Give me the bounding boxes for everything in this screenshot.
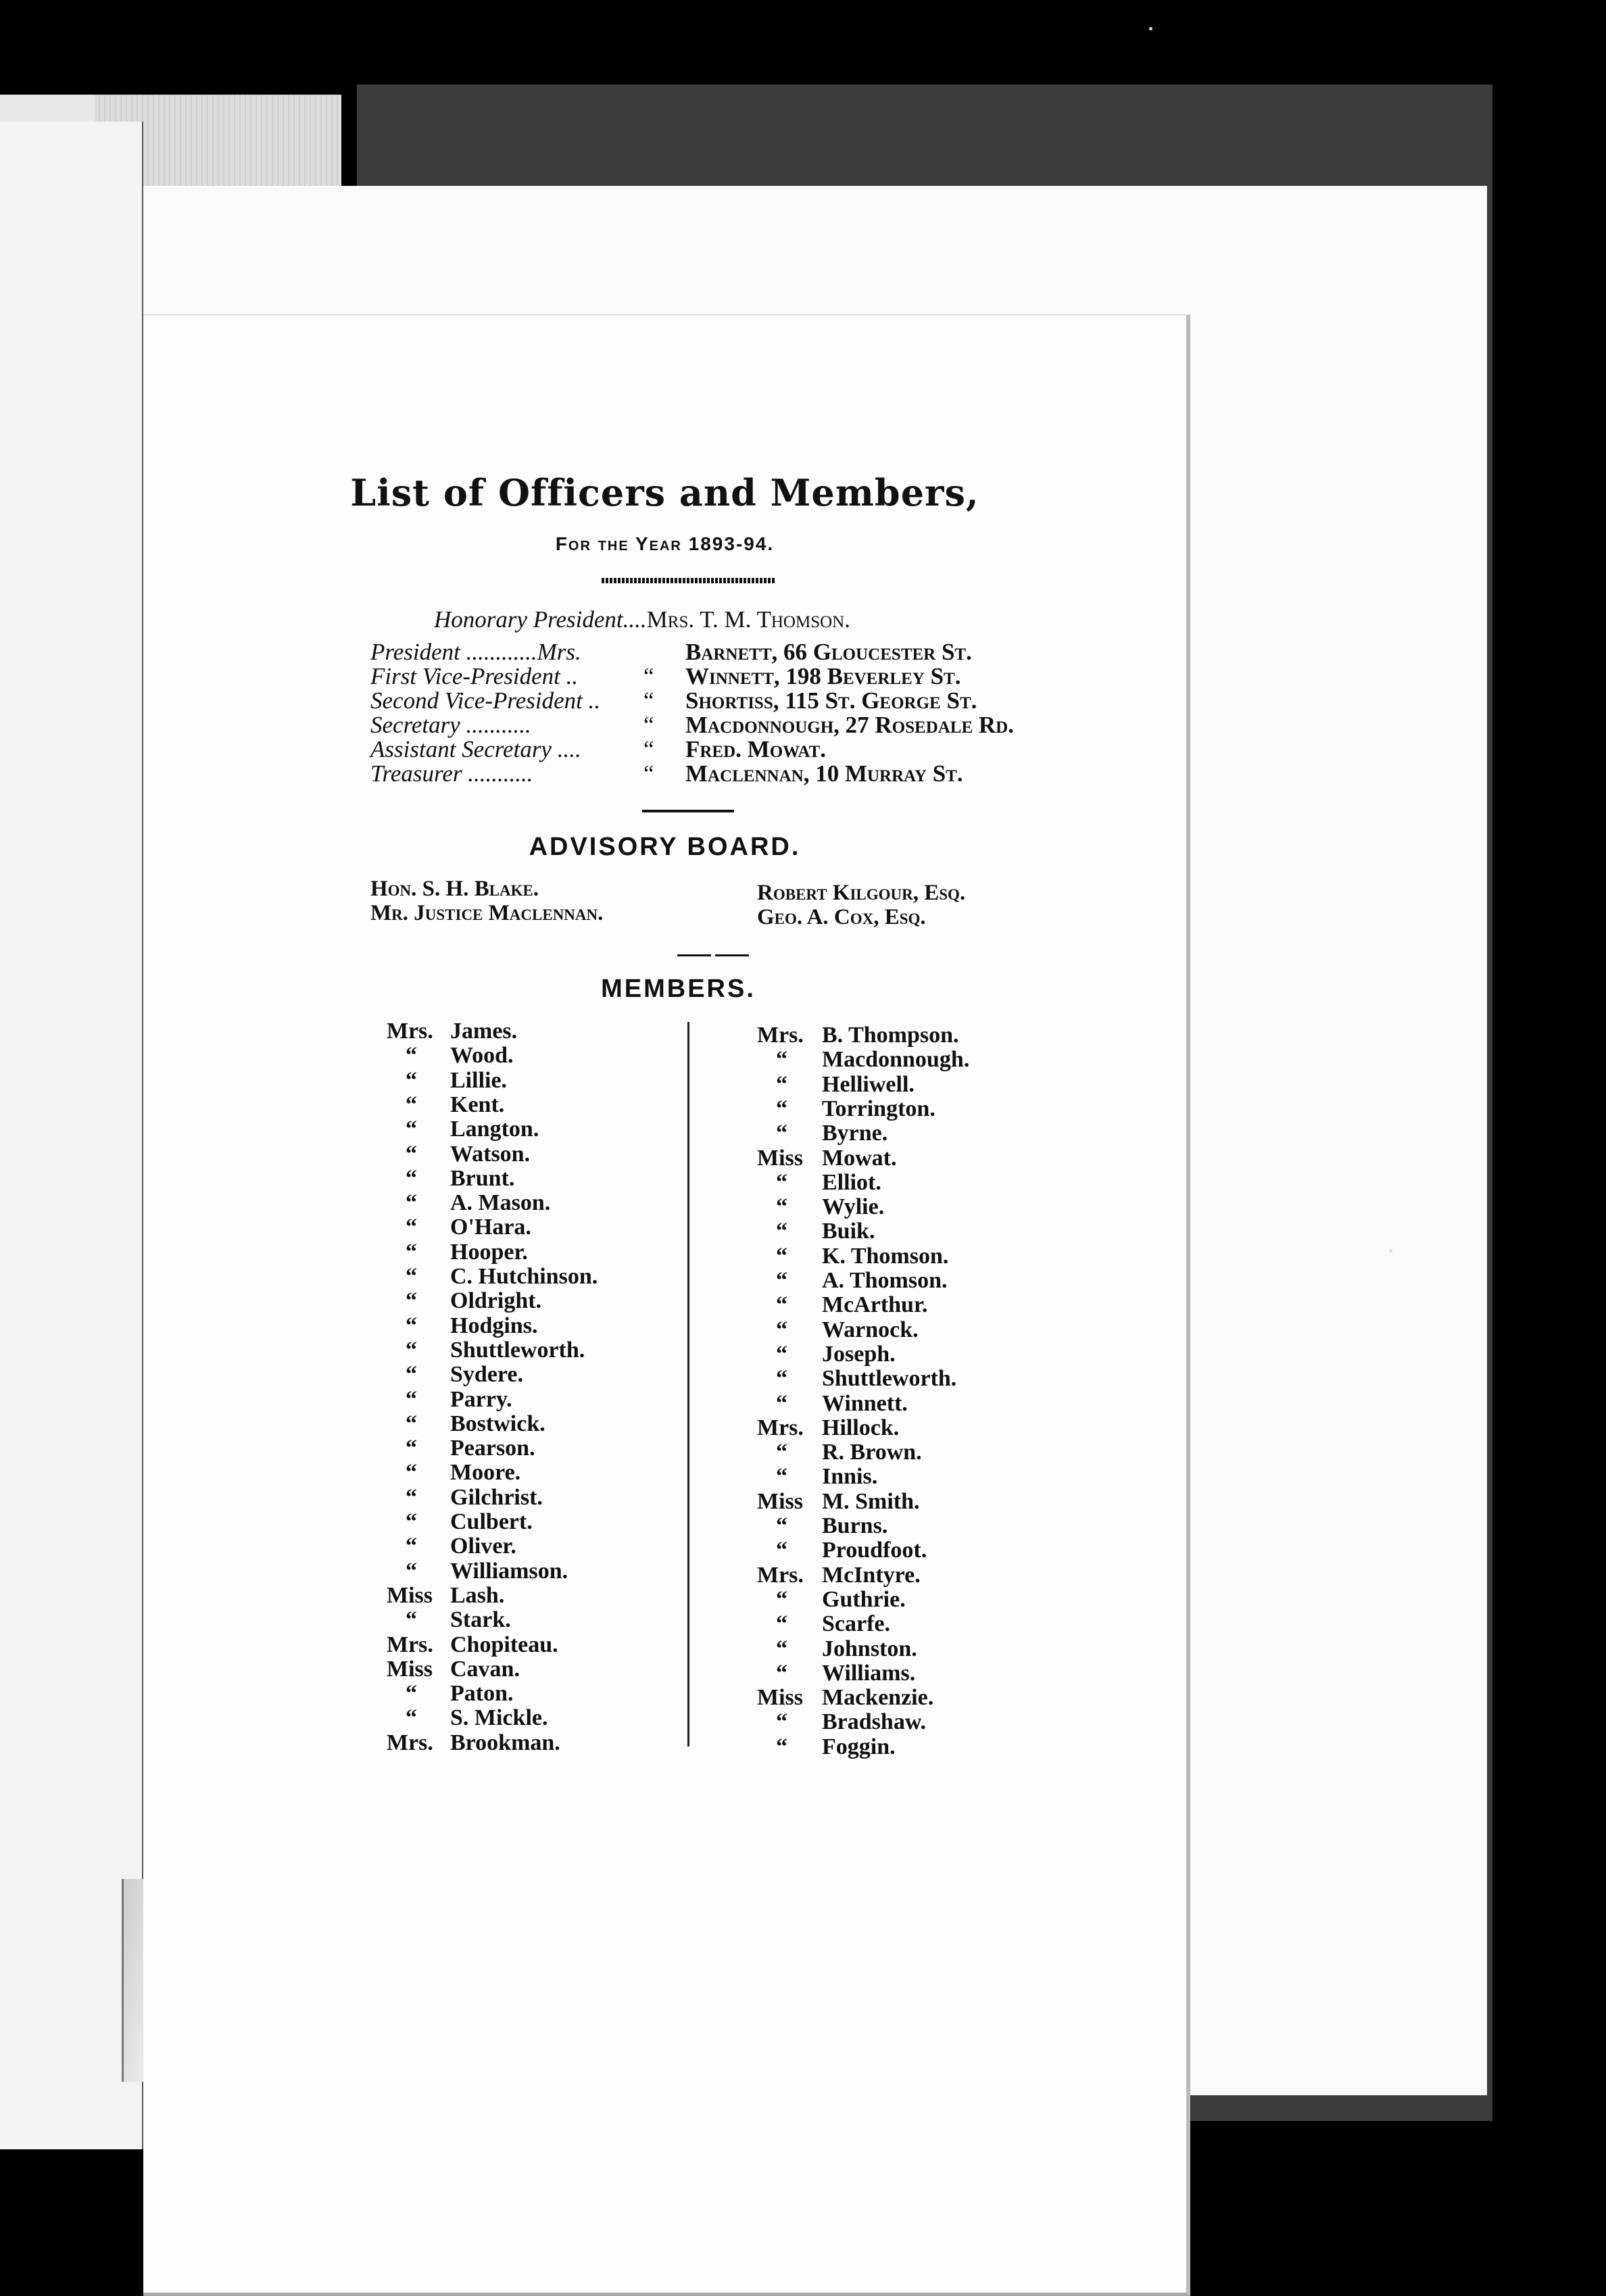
- officer-role: President ............Mrs.: [370, 639, 581, 665]
- member-name: Gilchrist.: [450, 1484, 543, 1510]
- officer-name: Winnett, 198 Beverley St.: [685, 663, 961, 689]
- member-prefix: “: [406, 1092, 417, 1117]
- member-prefix: “: [406, 1411, 417, 1436]
- member-prefix: Miss: [387, 1656, 433, 1682]
- member-name: Moore.: [450, 1460, 521, 1486]
- member-name: Langton.: [450, 1117, 539, 1142]
- member-name: Guthrie.: [822, 1586, 906, 1612]
- ditto-mark: “: [643, 736, 654, 762]
- member-name: M. Smith.: [822, 1488, 920, 1514]
- advisory-member: Mr. Justice Maclennan.: [370, 901, 604, 925]
- page-content: [143, 316, 1186, 2293]
- member-prefix: Mrs.: [387, 1019, 433, 1044]
- member-name: Helliwell.: [822, 1071, 915, 1097]
- member-prefix: Mrs.: [387, 1730, 433, 1755]
- section-rule-left: [677, 954, 711, 956]
- member-prefix: “: [776, 1292, 787, 1318]
- ornamental-rule: [602, 578, 776, 583]
- member-name: Scarfe.: [822, 1611, 891, 1637]
- member-name: Torrington.: [822, 1096, 935, 1121]
- member-name: Shuttleworth.: [822, 1366, 957, 1392]
- member-prefix: Mrs.: [757, 1562, 804, 1588]
- member-name: Watson.: [450, 1141, 531, 1167]
- member-prefix: “: [406, 1117, 417, 1142]
- member-name: A. Thomson.: [822, 1268, 948, 1293]
- officer-role: Treasurer ...........: [370, 760, 533, 787]
- member-name: Wood.: [450, 1043, 514, 1069]
- honorary-president-row: [434, 606, 850, 633]
- member-prefix: “: [406, 1509, 417, 1534]
- officer-name: Fred. Mowat.: [685, 736, 826, 762]
- member-prefix: “: [406, 1288, 417, 1314]
- member-prefix: “: [776, 1440, 787, 1465]
- member-name: Pearson.: [450, 1436, 535, 1461]
- member-name: Kent.: [450, 1092, 505, 1117]
- member-prefix: “: [776, 1660, 787, 1686]
- member-name: Lash.: [450, 1582, 505, 1608]
- member-prefix: “: [406, 1362, 417, 1388]
- member-prefix: “: [406, 1313, 417, 1338]
- member-name: Williamson.: [450, 1558, 568, 1584]
- member-name: Sydere.: [450, 1362, 523, 1388]
- member-name: B. Thompson.: [822, 1023, 959, 1048]
- advisory-member: Robert Kilgour, Esq.: [757, 881, 966, 905]
- member-name: Hodgins.: [450, 1313, 538, 1338]
- member-name: Paton.: [450, 1681, 514, 1707]
- member-prefix: “: [776, 1071, 787, 1097]
- member-prefix: “: [776, 1636, 787, 1661]
- ditto-mark: “: [643, 687, 654, 714]
- member-prefix: “: [406, 1607, 417, 1633]
- member-prefix: Mrs.: [757, 1023, 804, 1048]
- honorary-name: Mrs. T. M. Thomson.: [646, 606, 850, 633]
- member-prefix: “: [776, 1121, 787, 1146]
- speck: [1389, 1249, 1392, 1252]
- member-name: Mowat.: [822, 1145, 897, 1171]
- officer-role: Secretary ...........: [370, 712, 531, 738]
- section-rule-right: [715, 954, 749, 956]
- member-name: Stark.: [450, 1607, 511, 1633]
- member-prefix: “: [776, 1169, 787, 1195]
- member-prefix: “: [406, 1190, 417, 1216]
- member-name: Burns.: [822, 1513, 888, 1538]
- member-prefix: “: [406, 1436, 417, 1461]
- member-name: Winnett.: [822, 1390, 908, 1416]
- member-prefix: Miss: [757, 1488, 803, 1514]
- left-page-edge: [0, 122, 143, 2149]
- member-name: Lillie.: [450, 1067, 508, 1093]
- honorary-role: Honorary President....: [434, 606, 647, 633]
- column-divider: [687, 1022, 689, 1747]
- member-prefix: “: [776, 1366, 787, 1392]
- member-name: K. Thomson.: [822, 1243, 949, 1269]
- member-prefix: “: [776, 1390, 787, 1416]
- member-name: Oliver.: [450, 1534, 516, 1559]
- member-prefix: Miss: [757, 1145, 803, 1171]
- member-prefix: Mrs.: [387, 1632, 433, 1657]
- officer-name: Macdonnough, 27 Rosedale Rd.: [685, 712, 1014, 738]
- member-prefix: Miss: [387, 1582, 433, 1608]
- member-name: A. Mason.: [450, 1190, 551, 1216]
- member-prefix: “: [406, 1460, 417, 1486]
- member-name: McArthur.: [822, 1292, 928, 1318]
- member-prefix: “: [406, 1534, 417, 1559]
- member-prefix: “: [776, 1194, 787, 1220]
- member-name: Joseph.: [822, 1341, 896, 1367]
- officer-role: Second Vice-President ..: [370, 687, 601, 714]
- member-prefix: “: [406, 1239, 417, 1265]
- member-prefix: “: [406, 1681, 417, 1707]
- member-prefix: “: [406, 1165, 417, 1191]
- ditto-mark: “: [643, 712, 654, 738]
- member-prefix: “: [776, 1464, 787, 1490]
- member-name: Byrne.: [822, 1121, 888, 1146]
- member-prefix: “: [406, 1043, 417, 1069]
- page-subtitle: For the Year 1893-94.: [555, 533, 775, 554]
- section-rule: [642, 810, 734, 812]
- member-prefix: “: [776, 1611, 787, 1637]
- page-title: List of Officers and Members,: [350, 471, 979, 514]
- ditto-mark: “: [643, 760, 654, 787]
- member-name: Proudfoot.: [822, 1538, 927, 1563]
- member-prefix: “: [776, 1709, 787, 1735]
- officer-role: First Vice-President ..: [370, 663, 579, 689]
- member-name: Warnock.: [822, 1317, 919, 1342]
- member-name: Oldright.: [450, 1288, 542, 1314]
- member-name: Hillock.: [822, 1415, 900, 1440]
- member-prefix: “: [406, 1386, 417, 1412]
- officer-name: Maclennan, 10 Murray St.: [685, 760, 963, 787]
- member-name: Parry.: [450, 1386, 512, 1412]
- member-name: McIntyre.: [822, 1562, 921, 1588]
- member-name: Buik.: [822, 1219, 875, 1244]
- member-prefix: “: [406, 1484, 417, 1510]
- member-prefix: “: [776, 1513, 787, 1538]
- member-prefix: “: [776, 1219, 787, 1244]
- member-name: Brookman.: [450, 1730, 560, 1755]
- member-name: Hooper.: [450, 1239, 528, 1265]
- member-prefix: “: [776, 1586, 787, 1612]
- member-prefix: “: [406, 1558, 417, 1584]
- member-name: Chopiteau.: [450, 1632, 558, 1657]
- member-name: Macdonnough.: [822, 1047, 970, 1073]
- member-name: O'Hara.: [450, 1215, 531, 1240]
- member-prefix: Miss: [757, 1685, 803, 1711]
- member-name: Shuttleworth.: [450, 1337, 585, 1363]
- member-name: Bradshaw.: [822, 1709, 926, 1735]
- member-name: Wylie.: [822, 1194, 885, 1220]
- member-prefix: “: [406, 1067, 417, 1093]
- officer-role: Assistant Secretary ....: [370, 736, 581, 762]
- member-prefix: “: [776, 1047, 787, 1073]
- advisory-member: Hon. S. H. Blake.: [370, 877, 539, 901]
- member-prefix: “: [406, 1705, 417, 1731]
- member-name: S. Mickle.: [450, 1705, 548, 1731]
- member-prefix: “: [776, 1096, 787, 1121]
- member-prefix: “: [406, 1215, 417, 1240]
- member-prefix: “: [776, 1243, 787, 1269]
- member-name: Innis.: [822, 1464, 878, 1490]
- member-name: Culbert.: [450, 1509, 533, 1534]
- member-name: C. Hutchinson.: [450, 1264, 598, 1289]
- member-prefix: “: [776, 1538, 787, 1563]
- document-page: [143, 314, 1190, 2296]
- member-name: Bostwick.: [450, 1411, 545, 1436]
- speck: [1149, 27, 1152, 30]
- member-name: Williams.: [822, 1660, 916, 1686]
- member-prefix: “: [406, 1337, 417, 1363]
- member-prefix: Mrs.: [757, 1415, 804, 1440]
- member-name: R. Brown.: [822, 1440, 922, 1465]
- member-prefix: “: [406, 1264, 417, 1289]
- member-prefix: “: [776, 1268, 787, 1293]
- members-heading: MEMBERS.: [601, 975, 756, 1003]
- member-name: Johnston.: [822, 1636, 917, 1661]
- member-name: Brunt.: [450, 1165, 515, 1191]
- member-name: Cavan.: [450, 1656, 520, 1682]
- officer-name: Barnett, 66 Gloucester St.: [685, 639, 972, 665]
- officer-name: Shortiss, 115 St. George St.: [685, 687, 977, 714]
- member-name: Mackenzie.: [822, 1685, 934, 1711]
- advisory-board-heading: ADVISORY BOARD.: [529, 833, 801, 861]
- member-name: Elliot.: [822, 1169, 881, 1195]
- member-name: James.: [450, 1019, 518, 1044]
- member-prefix: “: [776, 1734, 787, 1759]
- member-prefix: “: [776, 1317, 787, 1342]
- advisory-member: Geo. A. Cox, Esq.: [757, 905, 926, 929]
- member-prefix: “: [776, 1341, 787, 1367]
- member-prefix: “: [406, 1141, 417, 1167]
- member-name: Foggin.: [822, 1734, 896, 1759]
- ditto-mark: “: [643, 663, 654, 689]
